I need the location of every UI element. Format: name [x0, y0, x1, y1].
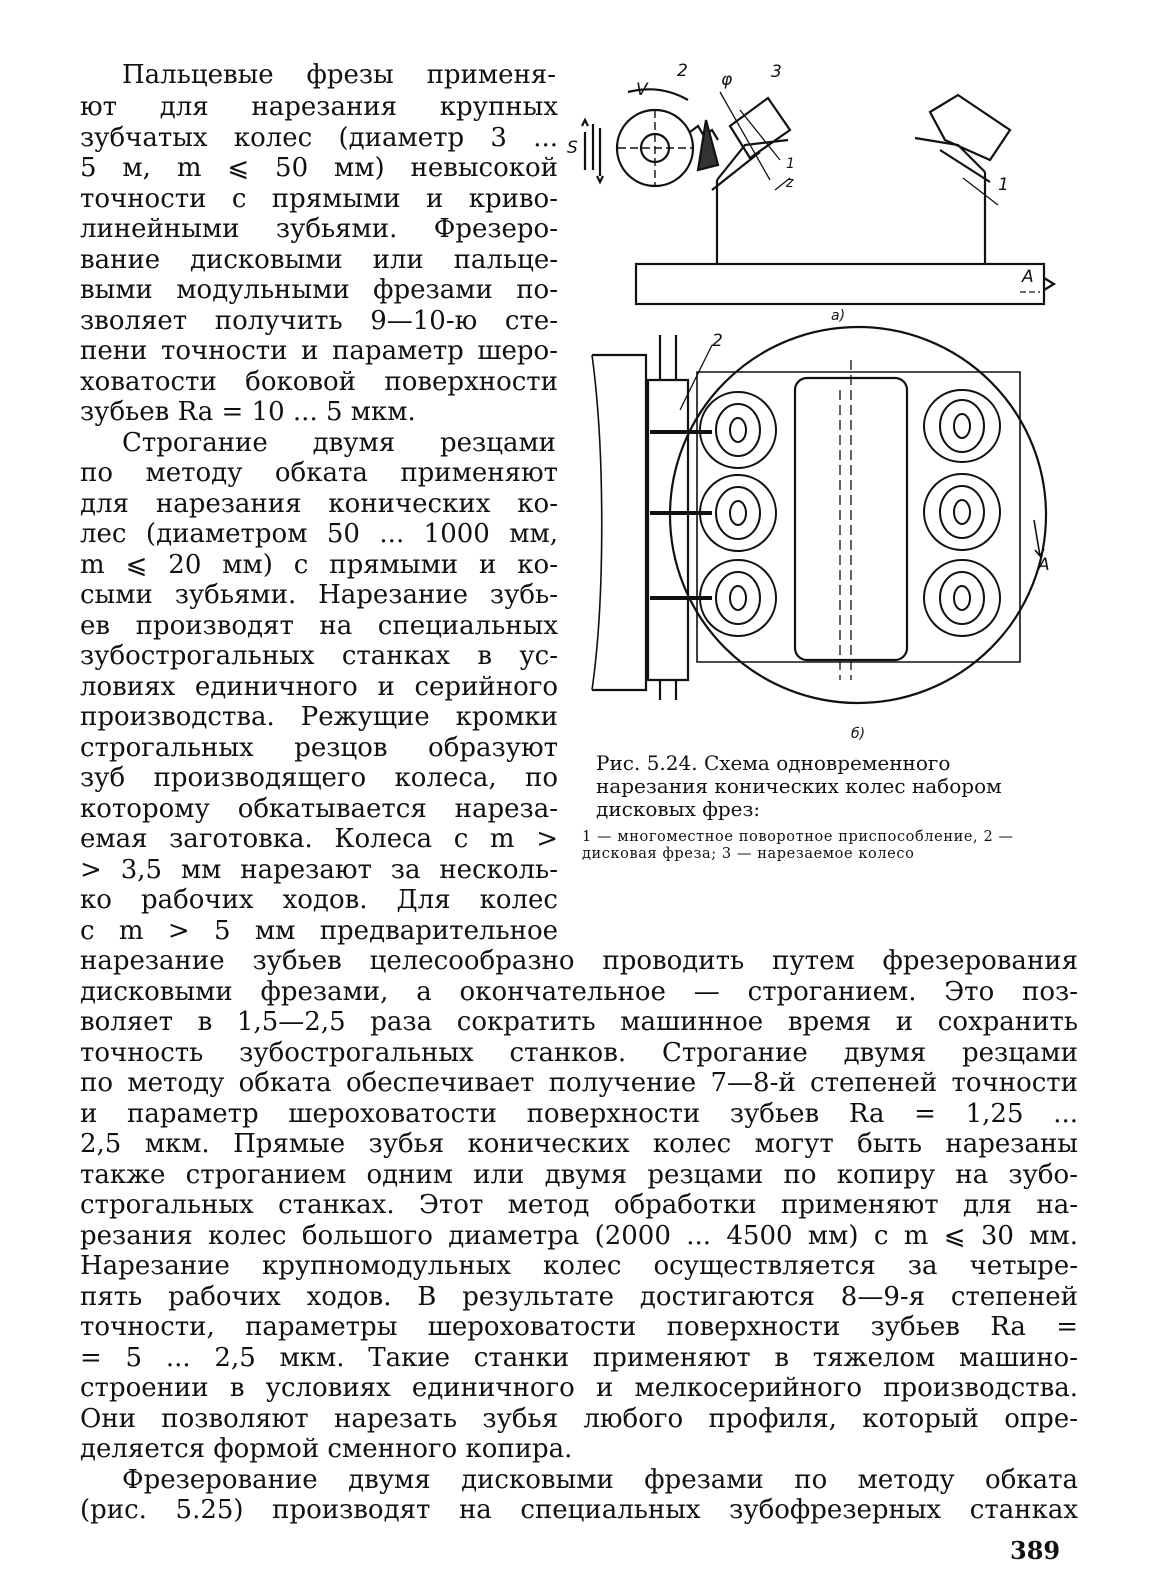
text-line: Нарезание крупномодульных колес осуществляется за четыре-	[80, 1251, 1078, 1281]
text-line: пени точности и параметр шеро-	[80, 336, 558, 366]
text-line: с m > 5 мм предварительное	[80, 916, 558, 946]
text-line: 2,5 мкм. Прямые зубья конических колес могут быть нарезаны	[80, 1129, 1078, 1159]
figure-label: z	[786, 175, 794, 191]
text-line: сыми зубьями. Нарезание зубь-	[80, 580, 558, 610]
text-line: ко рабочих ходов. Для колес	[80, 885, 558, 915]
text-line: также строганием одним или двумя резцами по копиру на зубо-	[80, 1160, 1078, 1190]
figure-caption: Рис. 5.24. Схема одновременного нарезания конических колес набором дисковых фрез:	[596, 751, 1002, 821]
text-line: Строгание двумя резцами	[122, 428, 556, 458]
text-line: строгальных станках. Этот метод обработки применяют для на-	[80, 1190, 1078, 1220]
text-line: точность зубострогальных станков. Строгание двумя резцами	[80, 1038, 1078, 1068]
text-line: > 3,5 мм нарезают за несколь-	[80, 855, 558, 885]
figure-label: 1	[998, 175, 1009, 195]
text-line: вание дисковыми или пальце-	[80, 245, 558, 275]
text-line: ют для нарезания крупных	[80, 92, 558, 122]
text-line: дисковыми фрезами, а окончательное — строганием. Это поз-	[80, 977, 1078, 1007]
figure-label: 2	[712, 331, 723, 351]
text-line: ев производят на специальных	[80, 611, 558, 641]
text-line: нарезание зубьев целесообразно проводить путем фрезерования	[80, 946, 1078, 976]
text-line: = 5 ... 2,5 мкм. Такие станки применяют в тяжелом машино-	[80, 1343, 1078, 1373]
figure-label: V	[636, 80, 648, 100]
text-line: резания колес большого диаметра (2000 ... 4500 мм) с m ⩽ 30 мм.	[80, 1221, 1078, 1251]
figure-label: φ	[721, 70, 733, 90]
figure-label: S	[567, 138, 578, 158]
text-line: емая заготовка. Колеса с m >	[80, 824, 558, 854]
text-line: деляется формой сменного копира.	[80, 1434, 573, 1464]
text-line: производства. Режущие кромки	[80, 702, 558, 732]
text-line: и параметр шероховатости поверхности зубьев Ra = 1,25 ...	[80, 1099, 1078, 1129]
text-line: зубострогальных станках в ус-	[80, 641, 558, 671]
text-line: m ⩽ 20 мм) с прямыми и ко-	[80, 550, 558, 580]
page-number: 389	[1010, 1536, 1061, 1565]
text-line: которому обкатывается нареза-	[80, 794, 558, 824]
text-line: зубьев Ra = 10 ... 5 мкм.	[80, 397, 416, 427]
text-line: ловиях единичного и серийного	[80, 672, 558, 702]
text-line: пять рабочих ходов. В результате достигаются 8—9-я степеней	[80, 1282, 1078, 1312]
text-line: зубчатых колес (диаметр 3 ...	[80, 123, 558, 153]
text-line: Пальцевые фрезы применя-	[122, 60, 556, 90]
text-line: строгальных резцов образуют	[80, 733, 558, 763]
text-line: строении в условиях единичного и мелкосерийного производства.	[80, 1373, 1078, 1403]
text-line: для нарезания конических ко-	[80, 489, 558, 519]
figure-sublabel: б)	[851, 726, 866, 742]
text-line: по методу обката обеспечивает получение 7—8-й степеней точности	[80, 1068, 1078, 1098]
text-line: Они позволяют нарезать зубья любого профиля, который опре-	[80, 1404, 1078, 1434]
figure-label: 2	[677, 61, 688, 81]
figure-label: 3	[771, 62, 782, 82]
text-line: по методу обката применяют	[80, 458, 558, 488]
text-line: точности с прямыми и криво-	[80, 184, 558, 214]
text-line: зволяет получить 9—10-ю сте-	[80, 306, 558, 336]
text-line: воляет в 1,5—2,5 раза сократить машинное время и сохранить	[80, 1007, 1078, 1037]
text-line: 5 м, m ⩽ 50 мм) невысокой	[80, 153, 558, 183]
figure-5-24	[560, 50, 1060, 750]
figure-legend: 1 — многоместное поворотное приспособление, 2 — дисковая фреза; 3 — нарезаемое колесо	[582, 829, 1014, 862]
text-line: (рис. 5.25) производят на специальных зубофрезерных станках	[80, 1495, 1078, 1525]
text-line: точности, параметры шероховатости поверхности зубьев Ra =	[80, 1312, 1078, 1342]
text-line: ховатости боковой поверхности	[80, 367, 558, 397]
text-line: Фрезерование двумя дисковыми фрезами по методу обката	[122, 1465, 1078, 1495]
figure-label: A	[1022, 267, 1034, 287]
text-line: зуб производящего колеса, по	[80, 763, 558, 793]
text-line: выми модульными фрезами по-	[80, 275, 558, 305]
text-line: лес (диаметром 50 ... 1000 мм,	[80, 519, 558, 549]
figure-sublabel: а)	[831, 308, 846, 324]
figure-label: 1	[786, 156, 795, 172]
text-line: линейными зубьями. Фрезеро-	[80, 214, 558, 244]
figure-label: A	[1038, 555, 1050, 575]
